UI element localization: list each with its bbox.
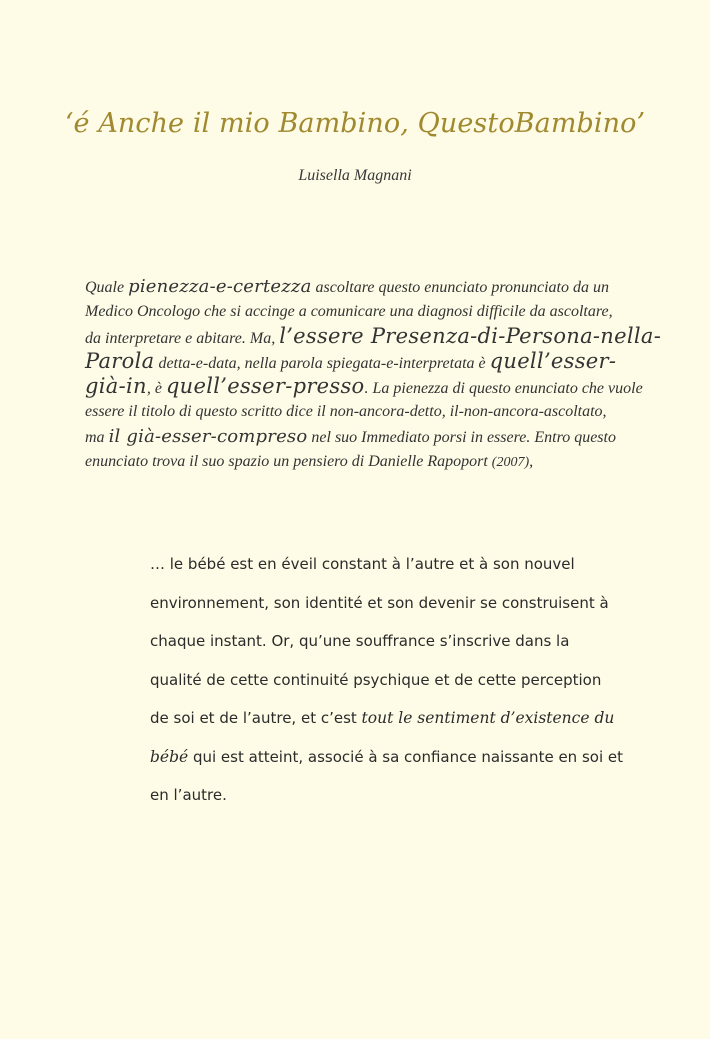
quote-text: qui est atteint, associé à sa confiance naissante en soi et xyxy=(188,747,623,766)
intro-text: Quale xyxy=(85,279,129,296)
intro-line-8 xyxy=(85,449,630,474)
intro-emphasis: quell’esser- xyxy=(489,349,617,373)
intro-text: , xyxy=(529,453,534,470)
block-quote xyxy=(150,552,623,822)
intro-text: da interpretare e abitare. Ma, xyxy=(85,330,280,347)
quote-text: de soi et de l’autre, et c’est xyxy=(150,709,362,727)
intro-text: essere il titolo di questo scritto dice il non-ancora-detto, il-non-ancora-ascoltato, xyxy=(85,403,607,420)
intro-emphasis: quell’esser-presso xyxy=(165,374,365,398)
intro-text: detta-e-data, nella parola spiegata-e-interpretata è xyxy=(154,355,490,372)
intro-text: enunciato trova il suo spazio un pensiero di Danielle Rapoport xyxy=(85,453,492,470)
intro-line-2 xyxy=(85,299,630,324)
intro-line-3 xyxy=(85,324,662,349)
quote-emphasis: tout le sentiment d’existence du xyxy=(361,709,615,727)
intro-text: nel suo Immediato porsi in essere. Entro questo xyxy=(307,429,616,446)
quote-line-2: environnement, son identité et son devenir se construisent à xyxy=(150,593,609,612)
intro-text: , è xyxy=(146,380,166,397)
intro-line-5 xyxy=(85,374,643,399)
intro-line-4 xyxy=(85,349,630,374)
intro-emphasis: pienezza-e-certezza xyxy=(128,276,312,297)
quote-line-1: … le bébé est en éveil constant à l’autre et à son nouvel xyxy=(150,555,575,573)
quote-line-6 xyxy=(150,745,623,784)
intro-emphasis: il già-esser-compreso xyxy=(108,426,308,447)
intro-emphasis: Parola xyxy=(85,349,155,373)
quote-line-7: en l’autre. xyxy=(150,786,227,804)
document-title: ‘é Anche il mio Bambino, QuestoBambino’ xyxy=(64,108,646,139)
author-name: Luisella Magnani xyxy=(298,167,412,184)
quote-line-5 xyxy=(150,706,620,745)
quote-emphasis: bébé xyxy=(150,747,189,766)
intro-text: Medico Oncologo che si accinge a comunicare una diagnosi difficile da ascoltare, xyxy=(85,303,613,320)
intro-line-1 xyxy=(85,274,630,299)
intro-emphasis: l’essere Presenza-di-Persona-nella- xyxy=(279,324,662,348)
intro-text: . La pienezza di questo enunciato che vuole xyxy=(364,380,643,397)
intro-emphasis: già-in xyxy=(85,374,147,398)
citation-year: (2007) xyxy=(491,455,530,470)
intro-text: ma xyxy=(85,429,109,446)
quote-line-4: qualité de cette continuité psychique et de cette perception xyxy=(150,670,602,689)
quote-line-3: chaque instant. Or, qu’une souffrance s’inscrive dans la xyxy=(150,632,570,650)
intro-line-7 xyxy=(85,424,630,449)
intro-text: ascoltare questo enunciato pronunciato da un xyxy=(311,279,609,296)
intro-line-6 xyxy=(85,399,630,424)
intro-paragraph xyxy=(85,274,662,474)
